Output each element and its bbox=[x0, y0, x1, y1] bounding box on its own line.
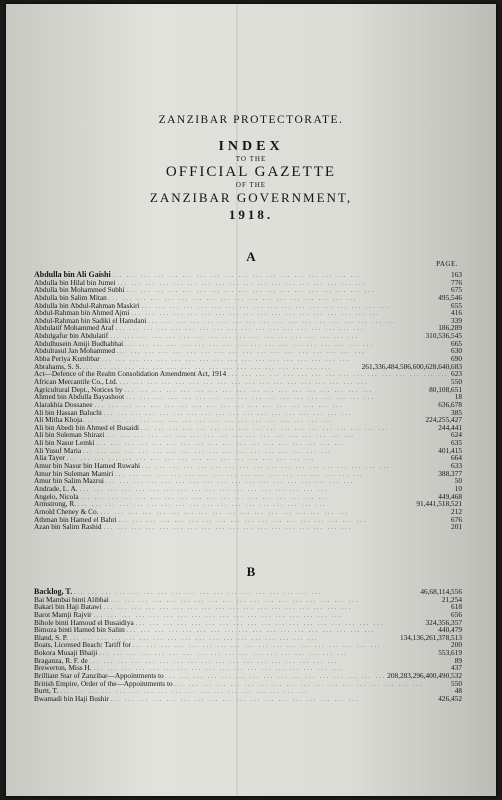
entry-name: Armstrong, R. bbox=[34, 499, 76, 509]
index-entry bbox=[34, 680, 462, 688]
leader-dots bbox=[136, 621, 424, 629]
entry-page-numbers: 633 bbox=[451, 461, 462, 471]
index-entry bbox=[34, 393, 462, 401]
entry-page-numbers: 675 bbox=[451, 285, 462, 295]
entry-page-numbers: 201 bbox=[451, 522, 462, 532]
entry-name: African Mercantile Co., Ltd. bbox=[34, 376, 118, 386]
entry-name: Abdulla bin Abdul-Rahman Maskiri bbox=[34, 300, 140, 310]
leader-dots bbox=[104, 525, 450, 533]
entry-page-numbers: 656 bbox=[451, 609, 462, 619]
leader-dots bbox=[125, 388, 428, 396]
entry-page-numbers: 401,415 bbox=[438, 445, 462, 455]
entry-name: Ali bin Suleman Shirazi bbox=[34, 430, 105, 440]
entry-name: Brewerton, Miss H. bbox=[34, 663, 92, 673]
leader-dots bbox=[94, 613, 449, 621]
leader-dots bbox=[141, 426, 436, 434]
leader-dots bbox=[106, 433, 449, 441]
leader-dots bbox=[104, 411, 449, 419]
section-a-entries bbox=[34, 271, 462, 531]
entry-name: Boats, Licensed Beach: Tariff for bbox=[34, 640, 132, 650]
entry-name: Bakari bin Haji Batawi bbox=[34, 602, 102, 612]
leader-dots bbox=[113, 273, 449, 281]
entry-page-numbers: 134,136,261,378,513 bbox=[399, 632, 462, 642]
entry-name: Abdulgafur bin Abdulatif bbox=[34, 331, 109, 341]
leader-dots bbox=[175, 682, 449, 690]
leader-dots bbox=[100, 510, 449, 518]
index-entry bbox=[34, 493, 462, 501]
leader-dots bbox=[90, 659, 453, 667]
entry-page-numbers: 18 bbox=[454, 392, 462, 402]
leader-dots bbox=[133, 643, 449, 651]
entry-name: Abdulhusein Amiji Budhabhai bbox=[34, 338, 124, 348]
index-entry bbox=[34, 603, 462, 611]
leader-dots bbox=[81, 495, 437, 503]
entry-page-numbers: 10 bbox=[454, 483, 462, 493]
entry-name: Braganza, R. F. de bbox=[34, 655, 88, 665]
leader-dots bbox=[127, 288, 449, 296]
entry-name: Ali bin Nasur Lemki bbox=[34, 438, 95, 448]
entry-name: Ali bin Abedi bin Ahmed el Busaidi bbox=[34, 422, 139, 432]
entry-page-numbers: 618 bbox=[451, 602, 462, 612]
index-entry bbox=[34, 649, 462, 657]
entry-name: Barot Mamji Rajvir bbox=[34, 609, 92, 619]
page-column-header: PAGE. bbox=[436, 260, 458, 268]
leader-dots bbox=[111, 598, 440, 606]
gazette-index-page bbox=[6, 4, 496, 796]
entry-page-numbers: 676 bbox=[451, 514, 462, 524]
entry-page-numbers: 426,452 bbox=[438, 693, 462, 703]
entry-page-numbers: 550 bbox=[451, 678, 462, 688]
entry-page-numbers: 212 bbox=[451, 506, 462, 516]
leader-dots bbox=[110, 334, 423, 342]
entry-page-numbers: 635 bbox=[451, 438, 462, 448]
leader-dots bbox=[78, 502, 414, 510]
entry-page-numbers: 636,678 bbox=[438, 399, 462, 409]
protectorate-heading: ZANZIBAR PROTECTORATE. bbox=[158, 114, 344, 126]
entry-name: Arnold Cheney & Co. bbox=[34, 506, 99, 516]
government-heading: ZANZIBAR GOVERNMENT, bbox=[149, 190, 353, 205]
entry-page-numbers: 553,619 bbox=[438, 648, 462, 658]
entry-page-numbers: 163 bbox=[451, 270, 462, 279]
leader-dots bbox=[80, 487, 453, 495]
gazette-heading: OFFICIAL GAZETTE bbox=[165, 164, 337, 180]
entry-name: Bokora Musaji Bhaiji bbox=[34, 648, 98, 658]
entry-name: Athman bin Hamed el Bahri bbox=[34, 514, 117, 524]
leader-dots bbox=[106, 479, 453, 487]
entry-name: Alia Tayer bbox=[34, 453, 65, 463]
entry-page-numbers: 261,336,484,586,600,628,640,683 bbox=[361, 361, 462, 371]
entry-page-numbers: 50 bbox=[454, 476, 462, 486]
entry-name: Agricultural Dept., Notices by bbox=[34, 384, 123, 394]
entry-name: Ali bin Hassan Baluchi bbox=[34, 407, 102, 417]
index-entry bbox=[34, 485, 462, 493]
entry-name: Bland, S. P. bbox=[34, 632, 68, 642]
leader-dots bbox=[115, 472, 436, 480]
entry-name: Abba Periya Kumbbar bbox=[34, 354, 100, 364]
entry-page-numbers: 416 bbox=[451, 308, 462, 318]
entry-name: Amur bin Nasur bin Hamed Ruwahi bbox=[34, 461, 140, 471]
entry-page-numbers: 200 bbox=[451, 640, 462, 650]
entry-name: Bwamadi bin Haji Bushir bbox=[34, 693, 109, 703]
entry-name: Abdul-Rahman bin Sadiki el Hamdani bbox=[34, 315, 147, 325]
leader-dots bbox=[116, 326, 436, 334]
entry-name: Andrade, L. A. bbox=[34, 483, 78, 493]
entry-name: Abdulatif Mohammed Araf bbox=[34, 323, 114, 333]
leader-dots bbox=[103, 605, 449, 613]
index-entry bbox=[34, 523, 462, 531]
entry-name: Abdulla bin Salim Mitan bbox=[34, 292, 107, 302]
leader-dots bbox=[131, 311, 449, 319]
entry-name: Abdul-Rahman bin Ahmed Ajmi bbox=[34, 308, 130, 318]
to-the-line: TO THE bbox=[235, 155, 267, 163]
entry-page-numbers: 46,68,114,556 bbox=[420, 587, 462, 596]
entry-page-numbers: 437 bbox=[451, 663, 462, 673]
entry-page-numbers: 324,356,357 bbox=[425, 617, 462, 627]
leader-dots bbox=[111, 697, 436, 705]
index-entry bbox=[34, 431, 462, 439]
leader-dots bbox=[83, 449, 436, 457]
index-entry bbox=[34, 409, 462, 417]
of-the-line: OF THE bbox=[235, 181, 267, 189]
entry-page-numbers: 665 bbox=[451, 338, 462, 348]
leader-dots bbox=[97, 441, 449, 449]
entry-page-numbers: 385 bbox=[451, 407, 462, 417]
entry-page-numbers: 89 bbox=[454, 655, 462, 665]
leader-dots bbox=[95, 403, 437, 411]
section-letter-a: A bbox=[246, 249, 256, 264]
entry-page-numbers: 550 bbox=[451, 376, 462, 386]
leader-dots bbox=[228, 372, 449, 380]
entry-name: Abdulla bin Mohammed Subhi bbox=[34, 285, 125, 295]
entry-page-numbers: 80,108,651 bbox=[429, 384, 462, 394]
section-b-entries bbox=[34, 588, 462, 703]
entry-page-numbers: 655 bbox=[451, 300, 462, 310]
entry-page-numbers: 623 bbox=[451, 369, 462, 379]
entry-name: Ali Yusuf Maria bbox=[34, 445, 82, 455]
leader-dots bbox=[125, 342, 449, 350]
index-entry bbox=[34, 447, 462, 455]
entry-page-numbers: 388,377 bbox=[438, 468, 462, 478]
leader-dots bbox=[99, 651, 436, 659]
leader-dots bbox=[117, 281, 449, 289]
entry-name: Bimoza binti Hamed bin Salim bbox=[34, 625, 125, 635]
leader-dots bbox=[142, 304, 449, 312]
entry-page-numbers: 690 bbox=[451, 354, 462, 364]
entry-name: Ali Mitha Khoja bbox=[34, 415, 83, 425]
leader-dots bbox=[126, 395, 453, 403]
entry-page-numbers: 186,289 bbox=[438, 323, 462, 333]
leader-dots bbox=[119, 518, 449, 526]
entry-page-numbers: 449,468 bbox=[438, 491, 462, 501]
entry-name: British Empire, Order of the—Appointments to bbox=[34, 678, 173, 688]
leader-dots bbox=[109, 296, 437, 304]
entry-page-numbers: 310,536,545 bbox=[425, 331, 462, 341]
entry-page-numbers: 664 bbox=[451, 453, 462, 463]
leader-dots bbox=[119, 380, 449, 388]
entry-name: Amur bin Suleman Mamiri bbox=[34, 468, 114, 478]
entry-name: Ahmed bin Abdulla Bayashoot bbox=[34, 392, 125, 402]
entry-name: Abrahams, S. S. bbox=[34, 361, 82, 371]
entry-page-numbers: 48 bbox=[454, 686, 462, 696]
entry-page-numbers: 244,441 bbox=[438, 422, 462, 432]
entry-name: Amur bin Salim Mazrui bbox=[34, 476, 104, 486]
leader-dots bbox=[60, 689, 452, 697]
index-heading: INDEX bbox=[218, 139, 284, 154]
index-entry bbox=[34, 695, 462, 703]
section-letter-b: B bbox=[246, 564, 256, 579]
entry-name: Act—Defence of the Realm Consolidation Amendment Act, 1914 bbox=[34, 369, 227, 379]
leader-dots bbox=[166, 674, 386, 682]
index-entry bbox=[34, 657, 462, 665]
entry-name: Burtt, T. bbox=[34, 686, 59, 696]
leader-dots bbox=[148, 319, 449, 327]
entry-name: Azan bin Salim Rashid bbox=[34, 522, 102, 532]
entry-name: Abdulla bin Ali Gaishi bbox=[34, 270, 111, 279]
leader-dots bbox=[74, 590, 418, 598]
entry-name: Backlog, T. bbox=[34, 587, 73, 596]
entry-name: Bihole binti Hamoud el Busaidiya bbox=[34, 617, 134, 627]
entry-page-numbers: 630 bbox=[451, 346, 462, 356]
index-entry bbox=[34, 477, 462, 485]
index-entry bbox=[34, 626, 462, 634]
entry-page-numbers: 21,254 bbox=[441, 594, 462, 604]
entry-name: Abdulrasul Jan Mohammed bbox=[34, 346, 116, 356]
index-entry bbox=[34, 439, 462, 447]
entry-page-numbers: 624 bbox=[451, 430, 462, 440]
entry-page-numbers: 440,479 bbox=[438, 625, 462, 635]
entry-name: Alarakhia Dossanee bbox=[34, 399, 93, 409]
leader-dots bbox=[117, 349, 449, 357]
index-entry bbox=[34, 500, 462, 508]
entry-page-numbers: 339 bbox=[451, 315, 462, 325]
title-block bbox=[6, 114, 496, 224]
entry-name: Angelo, Nicola bbox=[34, 491, 79, 501]
entry-name: Bai Mambai binti Alibhai bbox=[34, 594, 109, 604]
leader-dots bbox=[142, 464, 449, 472]
entry-page-numbers: 208,283,296,400,490,532 bbox=[387, 671, 462, 681]
entry-page-numbers: 776 bbox=[451, 277, 462, 287]
index-entry bbox=[34, 641, 462, 649]
year-heading: 1918. bbox=[228, 207, 274, 222]
leader-dots bbox=[127, 628, 436, 636]
entry-name: Abdulla bin Hilal bin Jumei bbox=[34, 277, 116, 287]
entry-name: Brilliant Star of Zanzibar—Appointments to bbox=[34, 671, 164, 681]
entry-page-numbers: 495,546 bbox=[438, 292, 462, 302]
entry-page-numbers: 224,255,427 bbox=[425, 415, 462, 425]
entry-page-numbers: 91,441,518,521 bbox=[416, 499, 462, 509]
